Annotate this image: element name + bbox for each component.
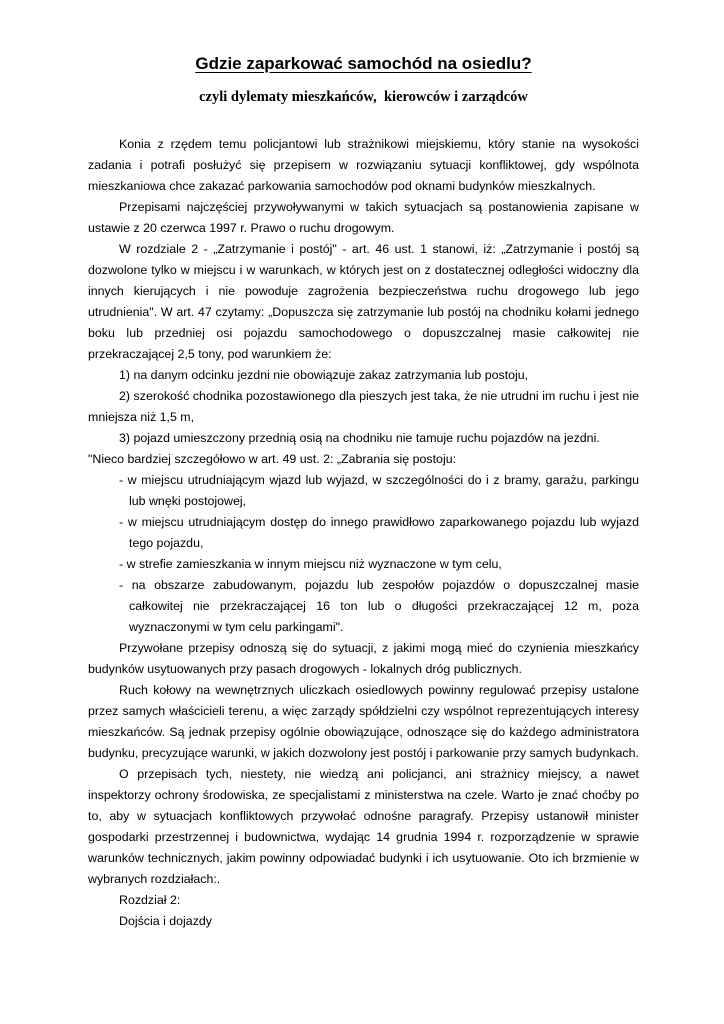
paragraph: 3) pojazd umieszczony przednią osią na chodniku nie tamuje ruchu pojazdów na jezdni.	[119, 431, 600, 445]
paragraph: Przywołane przepisy odnoszą się do sytuacji, z jakimi mogą mieć do czynienia mieszkańcy budynków usytuowanych przy pasach drogowych - lokalnych dróg publicznych.	[88, 641, 639, 676]
paragraph: 1) na danym odcinku jezdni nie obowiązuje zakaz zatrzymania lub postoju,	[119, 368, 529, 382]
list-item: - w miejscu utrudniającym dostęp do innego prawidłowo zaparkowanego pojazdu lub wyjazd tego pojazdu,	[119, 515, 639, 550]
paragraph: Rozdział 2:	[119, 893, 181, 907]
paragraph: Dojścia i dojazdy	[119, 914, 212, 928]
list-item: - w strefie zamieszkania w innym miejscu niż wyznaczone w tym celu,	[119, 557, 502, 571]
list-item: - na obszarze zabudowanym, pojazdu lub zespołów pojazdów o dopuszczalnej masie całkowitej nie przekraczającej 16 ton lub o długości przekraczającej 12 m, poza wyznaczonymi w tym celu parkingami".	[119, 578, 639, 634]
paragraph: 2) szerokość chodnika pozostawionego dla pieszych jest taka, że nie utrudni im ruchu i jest nie mniejsza niż 1,5 m,	[88, 389, 639, 424]
document-title: Gdzie zaparkować samochód na osiedlu?	[195, 54, 532, 73]
paragraph: "Nieco bardziej szczegółowo w art. 49 ust. 2: „Zabrania się postoju:	[88, 452, 457, 466]
paragraph: Przepisami najczęściej przywoływanymi w takich sytuacjach są postanowienia zapisane w ustawie z 20 czerwca 1997 r. Prawo o ruchu drogowym.	[88, 200, 639, 235]
document-subtitle: czyli dylematy mieszkańców, kierowców i zarządców	[199, 89, 528, 105]
paragraph: W rozdziale 2 - „Zatrzymanie i postój" - art. 46 ust. 1 stanowi, iż: „Zatrzymanie i postój są dozwolone tylko w miejscu i w warunkach, w których jest on z dostatecznej odległości widoczny dla innych kierujących i nie powoduje zagrożenia bezpieczeństwa ruchu drogowego lub jego utrudnienia". W art. 47 czytamy: „Dopuszcza się zatrzymanie lub postój na chodniku kołami jednego boku lub przedniej osi pojazdu samochodowego o dopuszczalnej masie całkowitej nie przekraczającej 2,5 tony, pod warunkiem że:	[88, 242, 639, 361]
paragraph: Konia z rzędem temu policjantowi lub strażnikowi miejskiemu, który stanie na wysokości zadania i potrafi posłużyć się przepisem w rozwiązaniu sytuacji konfliktowej, gdy wspólnota mieszkaniowa chce zakazać parkowania samochodów pod oknami budynków mieszkalnych.	[88, 137, 639, 193]
document-body	[88, 134, 639, 932]
list-item: - w miejscu utrudniającym wjazd lub wyjazd, w szczególności do i z bramy, garażu, parkingu lub wnęki postojowej,	[119, 473, 639, 508]
paragraph: O przepisach tych, niestety, nie wiedzą ani policjanci, ani strażnicy miejscy, a nawet inspektorzy ochrony środowiska, ze specjalistami z ministerstwa na czele. Warto je znać choćby po to, aby w sytuacjach konfliktowych przywołać odnośne paragrafy. Przepisy ustanowił minister gospodarki przestrzennej i budownictwa, wydając 14 grudnia 1994 r. rozporządzenie w sprawie warunków technicznych, jakim powinny odpowiadać budynki i ich usytuowanie. Oto ich brzmienie w wybranych rozdziałach:.	[88, 767, 639, 886]
paragraph: Ruch kołowy na wewnętrznych uliczkach osiedlowych powinny regulować przepisy ustalone przez samych właścicieli terenu, a więc zarządy spółdzielni czy wspólnot reprezentujących interesy mieszkańców. Są jednak przepisy ogólnie obowiązujące, odnoszące się do każdego administratora budynku, precyzujące warunki, w jakich dozwolony jest postój i parkowanie przy samych budynkach.	[88, 683, 639, 760]
